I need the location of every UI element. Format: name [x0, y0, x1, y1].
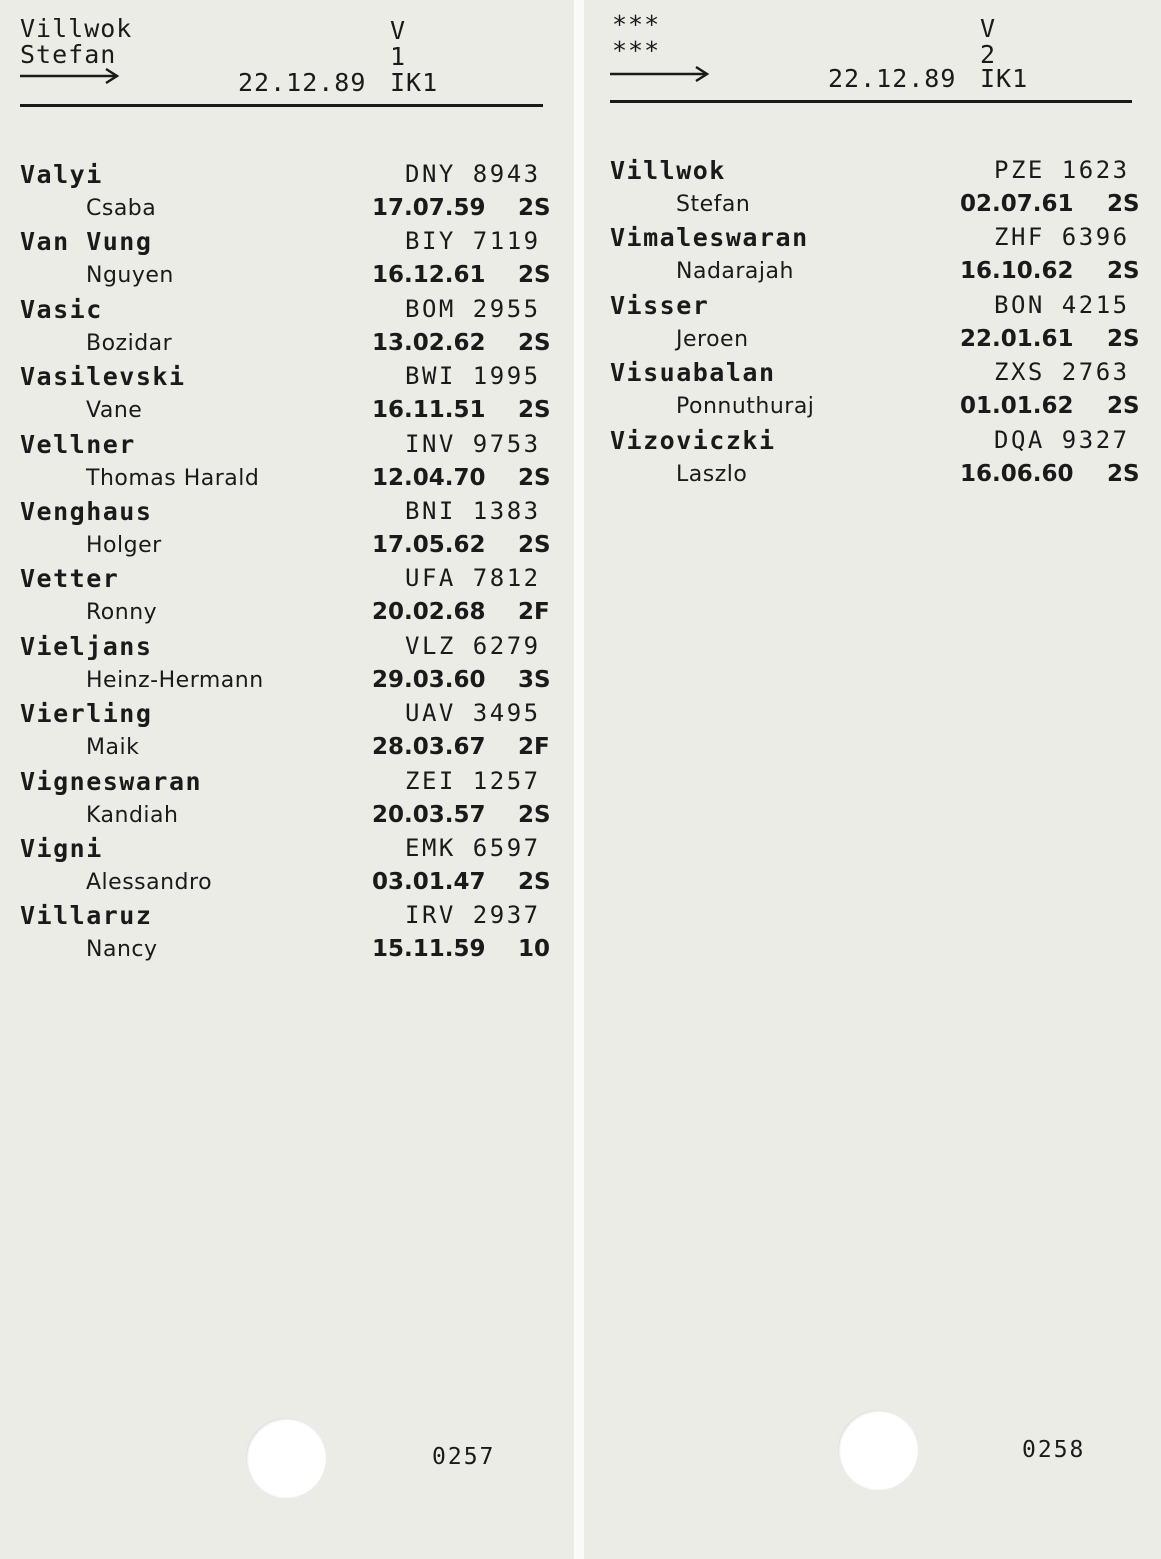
surname: Vetter	[20, 564, 120, 594]
surname: Van Vung	[20, 227, 153, 257]
class-code: 3S	[518, 666, 551, 693]
record-code: DQA 9327	[994, 425, 1130, 454]
birth-date: 12.04.70	[372, 464, 486, 491]
record-code: UFA 7812	[405, 564, 541, 593]
list-item	[20, 362, 551, 429]
surname: Vieljans	[20, 631, 153, 661]
punch-hole	[838, 1410, 918, 1490]
list-item	[610, 223, 1140, 290]
header-divider	[610, 100, 1132, 103]
firstname: Thomas Harald	[86, 465, 260, 491]
card-serial-number: 0258	[1022, 1437, 1086, 1463]
class-code: 2S	[518, 801, 551, 828]
class-code: 2S	[1107, 191, 1140, 217]
record-code: ZXS 2763	[994, 358, 1130, 387]
birth-date: 02.07.61	[960, 191, 1074, 217]
surname: Visser	[610, 290, 710, 320]
entry-list	[20, 160, 551, 969]
surname: Vimaleswaran	[610, 223, 809, 253]
class-code: 2S	[518, 262, 551, 289]
class-code: 2S	[518, 868, 551, 895]
header-name-line1: ***	[612, 10, 661, 39]
birth-date: 13.02.62	[372, 329, 486, 356]
firstname: Nguyen	[86, 263, 174, 289]
class-code: 2S	[518, 531, 551, 558]
firstname: Ponnuthuraj	[676, 394, 815, 420]
record-code: ZHF 6396	[994, 223, 1130, 252]
list-item	[610, 358, 1140, 425]
class-code: 2S	[518, 195, 551, 221]
list-item	[20, 901, 551, 968]
surname: Vellner	[20, 429, 136, 459]
firstname: Csaba	[86, 196, 157, 221]
list-item	[20, 631, 551, 699]
record-code: ZEI 1257	[405, 766, 541, 795]
birth-date: 29.03.60	[372, 666, 486, 693]
surname: Villaruz	[20, 901, 153, 931]
surname: Venghaus	[20, 496, 153, 526]
record-code: UAV 3495	[405, 699, 541, 728]
firstname: Ronny	[86, 600, 158, 626]
header-group: IK1	[980, 64, 1029, 93]
birth-date: 16.10.62	[960, 258, 1074, 285]
class-code: 2S	[1107, 258, 1140, 285]
record-code: BNI 1383	[405, 496, 541, 525]
record-code: PZE 1623	[994, 156, 1130, 184]
header-letter: V	[390, 16, 407, 45]
birth-date: 17.07.59	[372, 195, 486, 221]
surname: Vasic	[20, 294, 103, 324]
record-code: INV 9753	[405, 429, 541, 458]
list-item	[20, 766, 551, 834]
header-divider	[20, 104, 543, 107]
punch-hole	[246, 1418, 326, 1498]
firstname: Bozidar	[86, 330, 173, 356]
list-item	[20, 496, 551, 564]
birth-date: 16.11.51	[372, 397, 486, 424]
list-item	[610, 425, 1140, 493]
header-name-line1: Villwok	[20, 14, 133, 43]
entry-list	[610, 156, 1140, 493]
list-item	[610, 156, 1140, 223]
firstname: Stefan	[676, 192, 751, 217]
firstname: Jeroen	[676, 326, 749, 352]
list-item	[20, 699, 550, 766]
list-item	[20, 564, 550, 631]
surname: Vizoviczki	[610, 425, 776, 455]
firstname: Heinz-Hermann	[86, 667, 264, 693]
list-item	[20, 429, 551, 497]
card-separator	[574, 0, 584, 1559]
surname: Valyi	[20, 160, 103, 189]
list-item	[20, 160, 551, 227]
birth-date: 16.06.60	[960, 460, 1074, 487]
firstname: Nadarajah	[676, 259, 794, 285]
header-name-line2: Stefan	[20, 40, 117, 69]
header-number: 1	[390, 42, 407, 71]
class-code: 2F	[518, 734, 550, 761]
birth-date: 15.11.59	[372, 936, 486, 963]
record-code: IRV 2937	[405, 901, 541, 930]
class-code: 2S	[518, 397, 551, 424]
firstname: Nancy	[86, 937, 158, 963]
class-code: 10	[518, 936, 551, 963]
header-name-line2: ***	[612, 36, 661, 65]
firstname: Holger	[86, 532, 162, 558]
list-item	[20, 833, 551, 901]
class-code: 2F	[518, 599, 550, 626]
birth-date: 28.03.67	[372, 734, 486, 761]
birth-date: 20.02.68	[372, 599, 486, 626]
birth-date: 22.01.61	[960, 325, 1074, 352]
index-card-0257	[0, 0, 574, 1559]
surname: Vigneswaran	[20, 766, 203, 796]
index-card-0258	[584, 0, 1161, 1559]
birth-date: 17.05.62	[372, 531, 486, 558]
class-code: 2S	[518, 464, 551, 491]
firstname: Maik	[86, 735, 140, 761]
record-code: BOM 2955	[405, 294, 541, 323]
firstname: Vane	[86, 398, 143, 424]
header-group: IK1	[390, 68, 439, 97]
right-arrow-icon	[610, 64, 710, 84]
class-code: 2S	[1107, 393, 1140, 420]
firstname: Alessandro	[86, 869, 213, 895]
class-code: 2S	[1107, 325, 1140, 352]
record-code: BWI 1995	[405, 362, 541, 391]
record-code: DNY 8943	[405, 160, 541, 188]
birth-date: 03.01.47	[372, 868, 486, 895]
class-code: 2S	[1107, 460, 1140, 487]
record-code: EMK 6597	[405, 833, 541, 862]
surname: Vasilevski	[20, 362, 186, 392]
firstname: Laszlo	[676, 461, 748, 487]
card-serial-number: 0257	[432, 1444, 496, 1470]
birth-date: 01.01.62	[960, 393, 1074, 420]
record-code: BON 4215	[994, 290, 1130, 319]
header-number: 2	[980, 40, 997, 69]
header-date: 22.12.89	[238, 68, 367, 97]
record-code: VLZ 6279	[405, 631, 541, 660]
list-item	[20, 294, 551, 362]
list-item	[20, 227, 551, 294]
right-arrow-icon	[20, 66, 120, 86]
class-code: 2S	[518, 329, 551, 356]
header-letter: V	[980, 14, 997, 43]
surname: Visuabalan	[610, 358, 776, 388]
birth-date: 20.03.57	[372, 801, 486, 828]
record-code: BIY 7119	[405, 227, 541, 256]
surname: Vierling	[20, 699, 153, 729]
list-item	[610, 290, 1140, 358]
firstname: Kandiah	[86, 802, 179, 828]
surname: Vigni	[20, 833, 103, 863]
header-date: 22.12.89	[828, 64, 957, 93]
birth-date: 16.12.61	[372, 262, 486, 289]
surname: Villwok	[610, 156, 726, 185]
